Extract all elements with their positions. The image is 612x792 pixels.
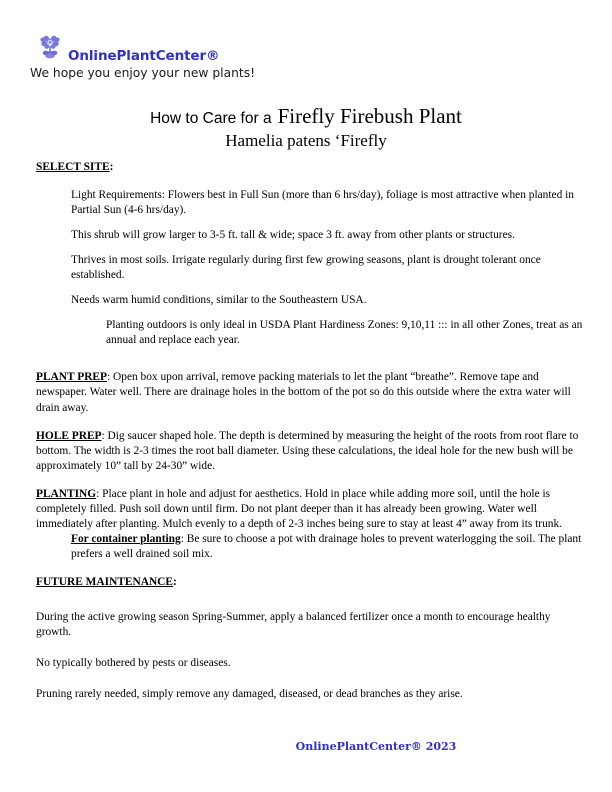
brand-name: OnlinePlantCenter® bbox=[68, 47, 220, 64]
page-subtitle: Hamelia patens ‘Firefly bbox=[225, 131, 387, 150]
subsection-container-planting bbox=[71, 532, 584, 562]
section-heading-hole-prep: HOLE PREP bbox=[36, 429, 102, 442]
section-heading-plant-prep: PLANT PREP bbox=[36, 371, 107, 384]
paragraph-hardiness-zones: Planting outdoors is only ideal in USDA Plant Hardiness Zones: 9,10,11 ::: in all other Zones, treat as an annual and replace each year. bbox=[106, 319, 583, 347]
brand-row bbox=[36, 34, 436, 64]
section-heading-future-maintenance-colon: : bbox=[173, 575, 177, 588]
section-heading-select-site bbox=[36, 160, 584, 175]
paragraph-plant-prep-body: Open box upon arrival, remove packing materials to let the plant “breathe”. Remove tape and newspaper. Water well. There are drainage holes in the bottom of the pot so do this outside where the extra water will drain away. bbox=[36, 371, 571, 414]
paragraph-container-planting-body: Be sure to choose a pot with drainage holes to prevent waterlogging the soil. The plant prefers a well drained soil mix. bbox=[71, 532, 582, 560]
paragraph-size-spacing: This shrub will grow larger to 3-5 ft. tall & wide; space 3 ft. away from other plants or structures. bbox=[71, 229, 515, 242]
section-heading-planting: PLANTING bbox=[36, 487, 97, 500]
paragraph-climate: Needs warm humid conditions, similar to the Southeastern USA. bbox=[71, 294, 367, 307]
paragraph-pruning: Pruning rarely needed, simply remove any damaged, diseased, or dead branches as they arise. bbox=[36, 688, 463, 701]
subsection-heading-container-planting-colon: : bbox=[180, 532, 184, 545]
paragraph-pests: No typically bothered by pests or diseases. bbox=[36, 657, 231, 670]
section-heading-plant-prep-colon: : bbox=[107, 371, 111, 384]
section-hole-prep bbox=[36, 429, 584, 474]
page-title-prefix: How to Care for a bbox=[150, 110, 272, 127]
section-plant-prep bbox=[36, 370, 584, 415]
section-heading-planting-colon: : bbox=[96, 487, 100, 500]
paragraph-light-requirements: Light Requirements: Flowers best in Full Sun (more than 6 hrs/day), foliage is most attractive when planted in Partial Sun (4-6 hrs/day). bbox=[71, 189, 574, 217]
document-body bbox=[36, 160, 584, 702]
paragraph-planting-body: Place plant in hole and adjust for aesthetics. Hold in place while adding more soil, until the hole is completely filled. Push soil down until firm. Do not plant deeper than it has already been growing. Water well immediately after planting. Mulch evenly to a depth of 2-3 inches being sure to stay at least 4” away from its trunk. bbox=[36, 487, 563, 530]
subsection-heading-container-planting: For container planting bbox=[71, 532, 181, 545]
brand-header bbox=[30, 34, 436, 81]
flower-icon bbox=[36, 34, 64, 64]
section-planting bbox=[36, 487, 584, 532]
paragraph-hole-prep-body: Dig saucer shaped hole. The depth is determined by measuring the height of the roots from root flare to bottom. The width is 2-3 times the root ball diameter. Using these calculations, the ideal hole for the new bush will be approximately 10” tall by 24-30” wide. bbox=[36, 429, 579, 472]
brand-tagline: We hope you enjoy your new plants! bbox=[30, 66, 256, 80]
section-heading-future-maintenance bbox=[36, 575, 584, 590]
page-footer: OnlinePlantCenter® 2023 bbox=[295, 740, 457, 753]
page-title bbox=[0, 104, 612, 129]
paragraph-soil-water: Thrives in most soils. Irrigate regularly during first few growing seasons, plant is drought tolerant once established. bbox=[71, 254, 541, 282]
section-heading-hole-prep-colon: : bbox=[101, 429, 105, 442]
page-title-main: Firefly Firebush Plant bbox=[277, 104, 462, 128]
section-heading-select-site-colon: : bbox=[109, 161, 114, 173]
paragraph-fertilizer: During the active growing season Spring-Summer, apply a balanced fertilizer once a month to encourage healthy growth. bbox=[36, 610, 551, 639]
section-heading-select-site-label: SELECT SITE bbox=[36, 161, 110, 173]
section-heading-future-maintenance-label: FUTURE MAINTENANCE bbox=[36, 575, 174, 588]
